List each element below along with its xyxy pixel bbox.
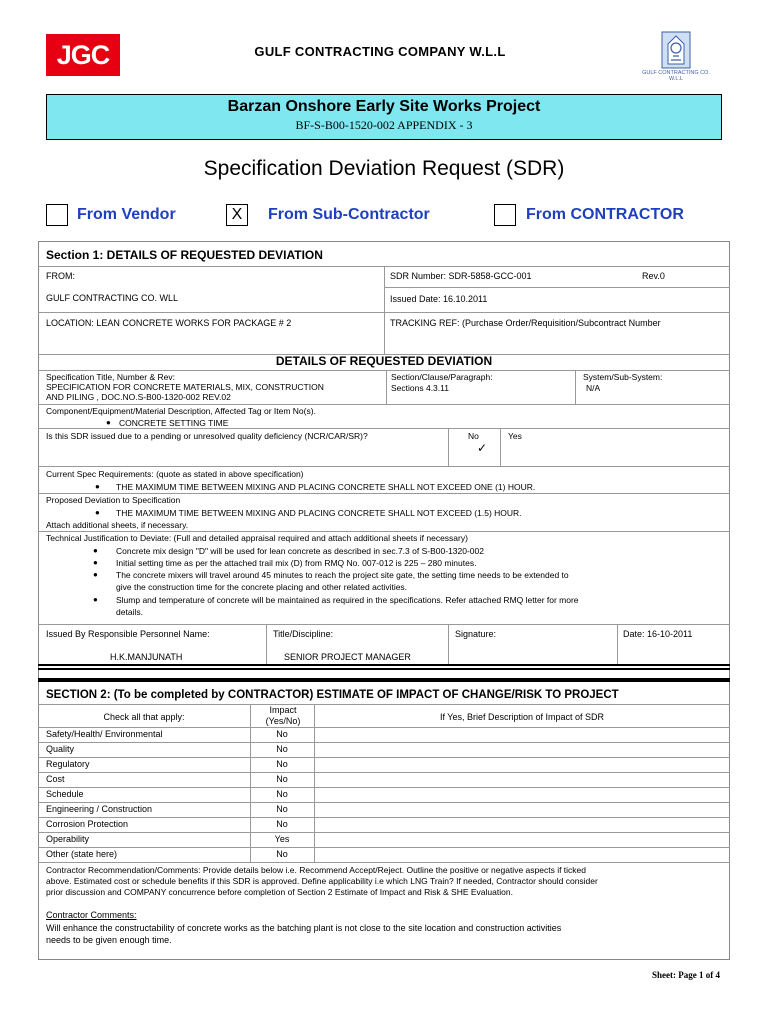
- details-heading: DETAILS OF REQUESTED DEVIATION: [275, 354, 493, 368]
- bullet-icon: ●: [93, 558, 98, 567]
- divider: [266, 624, 267, 664]
- impact-value[interactable]: No: [276, 759, 288, 769]
- location: LOCATION: LEAN CONCRETE WORKS FOR PACKAGE # 2: [46, 318, 292, 328]
- current-spec-label: Current Spec Requirements: (quote as stated in above specification): [46, 469, 304, 479]
- impact-item-label: Schedule: [46, 789, 84, 799]
- divider: [38, 624, 730, 625]
- impact-item-label: Safety/Health/ Environmental: [46, 729, 163, 739]
- impact-item-label: Cost: [46, 774, 65, 784]
- current-spec-value: THE MAXIMUM TIME BETWEEN MIXING AND PLACING CONCRETE SHALL NOT EXCEED ONE (1) HOUR.: [116, 482, 536, 492]
- impact-item-label: Engineering / Construction: [46, 804, 153, 814]
- proposed-label: Proposed Deviation to Specification: [46, 495, 181, 505]
- contractor-label: From CONTRACTOR: [526, 206, 684, 223]
- bullet-icon: ●: [95, 482, 100, 491]
- jgc-logo-text: JGC: [56, 39, 110, 70]
- spec-value: SPECIFICATION FOR CONCRETE MATERIALS, MIX, CONSTRUCTION: [46, 382, 324, 392]
- comments-text: needs to be given enough time.: [46, 935, 172, 945]
- clause-value: Sections 4.3.11: [391, 383, 449, 393]
- bullet-icon: ●: [95, 508, 100, 517]
- impact-item-label: Other (state here): [46, 849, 118, 859]
- no-option[interactable]: No: [468, 431, 479, 441]
- gcc-logo: [636, 30, 716, 86]
- divider: [617, 624, 618, 664]
- divider: [38, 370, 730, 371]
- col-check-header: Check all that apply:: [103, 712, 185, 722]
- recommendation-text: prior discussion and COMPANY concurrence before completion of Section 2 Estimate of Impact and Risk & SHE Evaluation.: [46, 887, 513, 897]
- impact-value[interactable]: Yes: [274, 834, 290, 844]
- check-icon: ✓: [477, 441, 488, 455]
- impact-item-label: Operability: [46, 834, 90, 844]
- bullet-icon: ●: [93, 595, 98, 604]
- issued-date: Issued Date: 16.10.2011: [390, 294, 488, 304]
- impact-value[interactable]: No: [276, 729, 288, 739]
- impact-value[interactable]: No: [276, 819, 288, 829]
- divider: [38, 817, 730, 818]
- bullet-icon: ●: [93, 570, 98, 579]
- justification-item: Initial setting time as per the attached trail mix (D) from RMQ No. 007-012 is 225 – 280 minutes.: [116, 558, 477, 568]
- justification-item: Slump and temperature of concrete will be maintained as required in the specifications. Refer attached RMQ letter for more: [116, 595, 579, 605]
- signature-label: Signature:: [455, 629, 497, 639]
- divider: [38, 757, 730, 758]
- double-rule: [38, 664, 730, 670]
- bullet-icon: ●: [106, 418, 111, 427]
- divider: [38, 404, 730, 405]
- col-desc-header: If Yes, Brief Description of Impact of SDR: [439, 712, 605, 722]
- quality-question: Is this SDR issued due to a pending or unresolved quality deficiency (NCR/CAR/SR)?: [46, 431, 368, 441]
- divider: [38, 742, 730, 743]
- from-value: GULF CONTRACTING CO. WLL: [46, 293, 179, 303]
- impact-item-label: Regulatory: [46, 759, 90, 769]
- impact-value[interactable]: No: [276, 774, 288, 784]
- contractor-checkbox[interactable]: [494, 204, 516, 226]
- revision: Rev.0: [642, 271, 665, 281]
- divider: [38, 704, 730, 705]
- system-value: N/A: [586, 383, 601, 393]
- recommendation-text: Contractor Recommendation/Comments: Provide details below i.e. Recommend Accept/Reject. Outline the positive or negative aspects if ticked: [46, 865, 587, 875]
- company-name: GULF CONTRACTING COMPANY W.L.L: [254, 44, 506, 59]
- sheet-number: Sheet: Page 1 of 4: [652, 970, 720, 980]
- issued-by-label: Issued By Responsible Personnel Name:: [46, 629, 210, 639]
- section1-heading: Section 1: DETAILS OF REQUESTED DEVIATION: [46, 248, 323, 262]
- divider: [38, 428, 730, 429]
- component-value: CONCRETE SETTING TIME: [119, 418, 229, 428]
- justification-item-cont: give the construction time for the concrete placing and other related activities.: [116, 582, 408, 592]
- spec-label: Specification Title, Number & Rev:: [46, 372, 175, 382]
- title-value: SENIOR PROJECT MANAGER: [284, 652, 411, 662]
- clause-label: Section/Clause/Paragraph:: [391, 372, 493, 382]
- sdr-number: SDR Number: SDR-5858-GCC-001: [390, 271, 532, 281]
- divider: [38, 832, 730, 833]
- divider: [38, 787, 730, 788]
- divider: [448, 428, 449, 466]
- divider: [38, 862, 730, 863]
- divider: [384, 287, 730, 288]
- spec-value-cont: AND PILING , DOC.NO.S-B00-1320-002 REV.02: [46, 392, 231, 402]
- date-value: Date: 16-10-2011: [623, 629, 693, 639]
- yes-option[interactable]: Yes: [508, 431, 522, 441]
- impact-value[interactable]: No: [276, 849, 288, 859]
- project-ref: BF-S-B00-1520-002 APPENDIX - 3: [295, 118, 473, 132]
- gcc-logo-text: GULF CONTRACTING CO. W.L.L: [642, 70, 710, 82]
- comments-label: Contractor Comments:: [46, 910, 137, 920]
- divider: [448, 624, 449, 664]
- recommendation-text: above. Estimated cost or schedule benefits if this SDR is approved. Define applicability i.e which LNG Train? If needed, Contractor should consider: [46, 876, 598, 886]
- attach-note: Attach additional sheets, if necessary.: [46, 520, 189, 530]
- component-label: Component/Equipment/Material Description, Affected Tag or Item No(s).: [46, 406, 316, 416]
- justification-item: Concrete mix design "D" will be used for lean concrete as described in sec.7.3 of S-B00-1320-002: [116, 546, 484, 556]
- divider: [38, 493, 730, 494]
- divider: [38, 531, 730, 532]
- bullet-icon: ●: [93, 546, 98, 555]
- project-title: Barzan Onshore Early Site Works Project: [227, 98, 541, 115]
- divider: [38, 772, 730, 773]
- subcontractor-label: From Sub-Contractor: [268, 206, 430, 223]
- divider: [38, 802, 730, 803]
- divider: [38, 466, 730, 467]
- justification-item: The concrete mixers will travel around 45 minutes to reach the project site gate, the setting time needs to be extended to: [116, 570, 569, 580]
- comments-text: Will enhance the constructability of concrete works as the batching plant is not close to the site location and construction activities: [46, 923, 562, 933]
- jgc-logo: [46, 34, 120, 76]
- impact-item-label: Quality: [46, 744, 75, 754]
- section2-heading: SECTION 2: (To be completed by CONTRACTOR) ESTIMATE OF IMPACT OF CHANGE/RISK TO PROJECT: [46, 689, 619, 701]
- divider: [575, 370, 576, 404]
- impact-value[interactable]: No: [276, 789, 288, 799]
- issued-by-value: H.K.MANJUNATH: [110, 652, 183, 662]
- divider: [384, 266, 385, 354]
- col-impact-header: Impact (Yes/No): [265, 705, 301, 726]
- subcontractor-checkbox[interactable]: X: [226, 204, 248, 226]
- impact-value[interactable]: No: [276, 744, 288, 754]
- tracking-ref: TRACKING REF: (Purchase Order/Requisition/Subcontract Number: [390, 318, 661, 328]
- divider: [38, 727, 730, 728]
- double-rule: [38, 678, 730, 682]
- document-title: Specification Deviation Request (SDR): [203, 157, 565, 180]
- justification-label: Technical Justification to Deviate: (Full and detailed appraisal required and attach additional sheets if necessary): [46, 533, 468, 543]
- from-label: FROM:: [46, 271, 75, 281]
- vendor-checkbox[interactable]: [46, 204, 68, 226]
- impact-item-label: Corrosion Protection: [46, 819, 129, 829]
- justification-item-cont: details.: [116, 607, 143, 617]
- divider: [386, 370, 387, 404]
- divider: [38, 847, 730, 848]
- project-box: [46, 94, 722, 140]
- system-label: System/Sub-System:: [583, 372, 663, 382]
- divider: [500, 428, 501, 466]
- title-label: Title/Discipline:: [273, 629, 334, 639]
- vendor-label: From Vendor: [77, 206, 176, 223]
- divider: [38, 312, 730, 313]
- proposed-value: THE MAXIMUM TIME BETWEEN MIXING AND PLACING CONCRETE SHALL NOT EXCEED (1.5) HOUR.: [116, 508, 522, 518]
- impact-value[interactable]: No: [276, 804, 288, 814]
